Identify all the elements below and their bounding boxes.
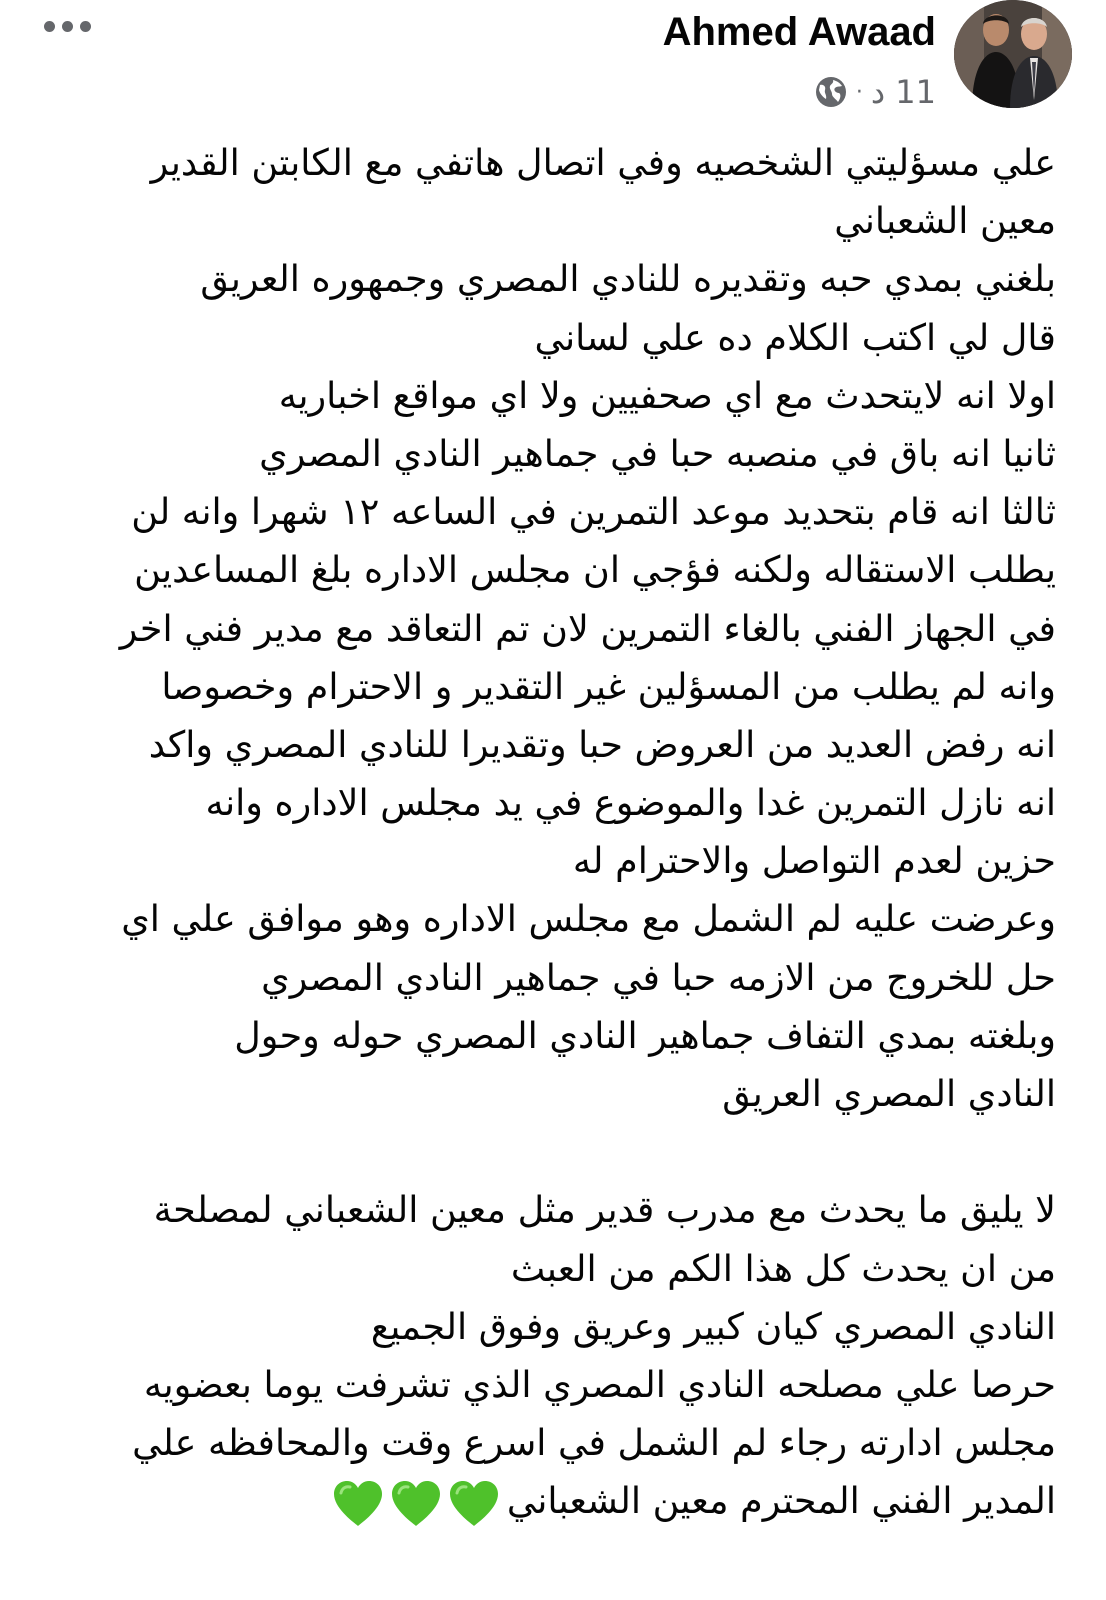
more-options-button[interactable] [32,8,102,44]
post-line: النادي المصري العريق [722,1072,1056,1115]
post-line: لا يليق ما يحدث مع مدرب قدير مثل معين الشعباني لمصلحة [153,1188,1056,1232]
more-options-icon-dot [80,21,91,32]
post-line: حزين لعدم التواصل والاحترام له [572,839,1056,883]
green-hearts [329,1474,503,1532]
avatar-photo [954,0,1072,108]
post-line: انه رفض العديد من العروض حبا وتقديرا للنادي المصري واكد [148,722,1056,766]
post-line: اولا انه لايتحدث مع اي صحفيين ولا اي مواقع اخباريه [278,373,1056,417]
green-heart-icon [447,1479,501,1529]
meta-separator: · [855,79,863,105]
post-line: علي مسؤليتي الشخصيه وفي اتصال هاتفي مع الكابتن القدير [150,141,1056,184]
post-line: حرصا علي مصلحه النادي المصري الذي تشرفت يوما بعضويه [143,1362,1056,1406]
post-body [28,134,1056,1531]
post-last-line [28,1472,1056,1530]
post-line: وبلغته بمدي التفاف جماهير النادي المصري حوله وحول [234,1013,1056,1057]
post-line-text: المدير الفني المحترم معين الشعباني [506,1479,1056,1523]
globe-icon[interactable] [814,75,848,109]
post-line: يطلب الاستقاله ولكنه فؤجي ان مجلس الاداره بلغ المساعدين [134,548,1056,592]
post-meta [814,70,936,114]
post-blank-line [28,1123,1056,1181]
author-name[interactable]: Ahmed Awaad [662,10,936,54]
post-line: ثانيا انه باق في منصبه حبا في جماهير النادي المصري [259,431,1056,475]
post-line: وعرضت عليه لم الشمل مع مجلس الاداره وهو موافق علي اي [121,897,1056,941]
author-avatar[interactable] [954,0,1072,108]
post-header [0,0,1106,120]
green-heart-icon [389,1479,443,1529]
post-line: حل للخروج من الازمه حبا في جماهير النادي المصري [261,955,1056,999]
more-options-icon-dot [62,21,73,32]
post-line: ثالثا انه قام بتحديد موعد التمرين في الساعه ١٢ شهرا وانه لن [131,490,1056,534]
post-timestamp[interactable]: 11 د [870,73,936,111]
post-line: وانه لم يطلب من المسؤلين غير التقدير و الاحترام وخصوصا [161,664,1056,708]
green-heart-icon [331,1479,385,1529]
post-line: معين الشعباني [834,199,1056,243]
post-line: في الجهاز الفني بالغاء التمرين لان تم التعاقد مع مدير فني اخر [119,606,1056,650]
post-line: انه نازل التمرين غدا والموضوع في يد مجلس الاداره وانه [205,781,1056,825]
post-line: مجلس ادارته رجاء لم الشمل في اسرع وقت والمحافظه علي [132,1421,1056,1465]
post-line: من ان يحدث كل هذا الكم من العبث [510,1246,1056,1290]
post-line: بلغني بمدي حبه وتقديره للنادي المصري وجمهوره العريق [200,257,1056,301]
post-line: قال لي اكتب الكلام ده علي لساني [534,315,1056,359]
more-options-icon [44,21,55,32]
post-line: النادي المصري كيان كبير وعريق وفوق الجميع [370,1304,1056,1348]
